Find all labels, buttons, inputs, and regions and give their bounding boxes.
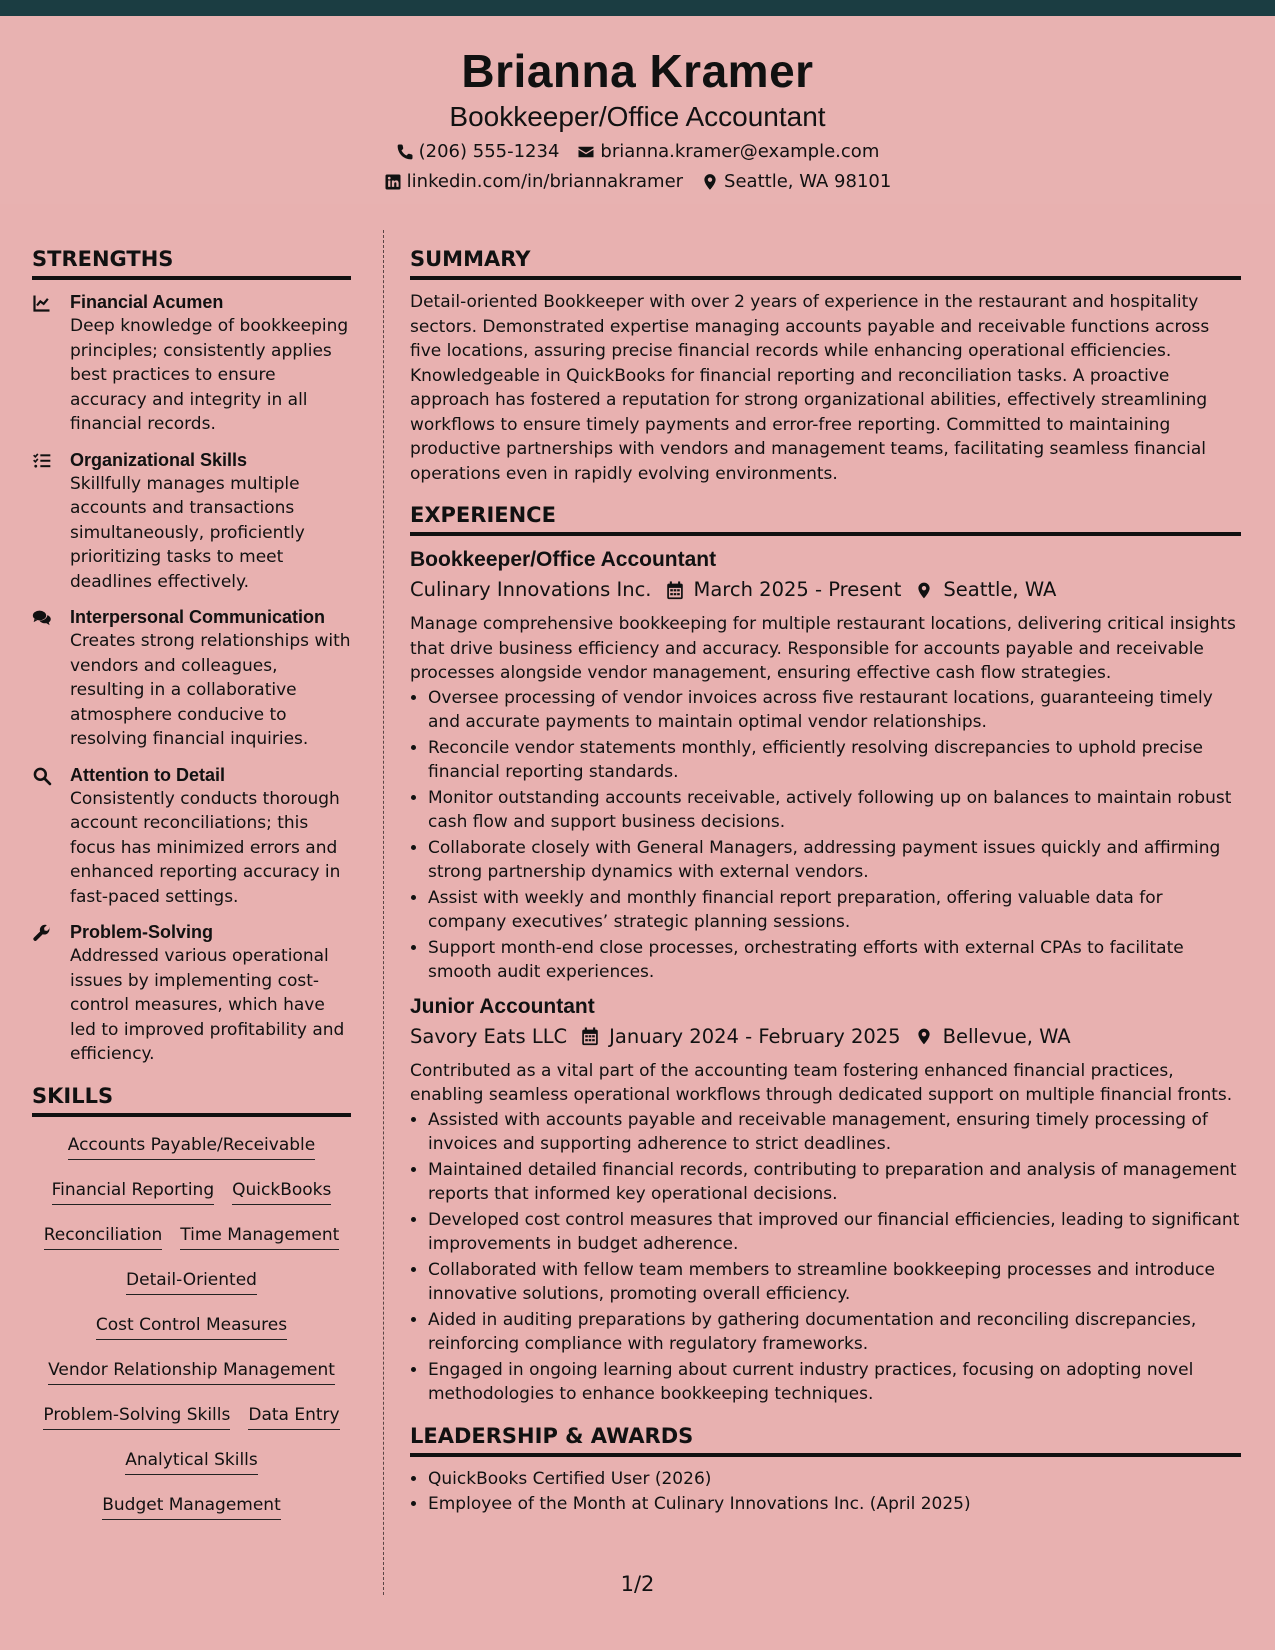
bullet-item: • Reconcile vendor statements monthly, efficiently resolving discrepancies to uphold precise financial reporting standards. xyxy=(428,736,1241,785)
strength-desc: Consistently conducts thorough account reconciliations; this focus has minimized errors and enhanced reporting accuracy in fast-paced settings. xyxy=(70,788,341,907)
job-company: Culinary Innovations Inc. xyxy=(410,578,652,601)
skills-list xyxy=(32,1127,351,1538)
bullet-item: • Collaborate closely with General Managers, addressing payment issues quickly and affirming strong partnership dynamics with external vendors. xyxy=(428,836,1241,885)
bullet-item: • Collaborated with fellow team members to streamline bookkeeping processes and introduce innovative solutions, promoting overall efficiency. xyxy=(428,1258,1241,1307)
page-number: 1/2 xyxy=(620,1572,655,1596)
contact-row-1 xyxy=(0,140,1275,164)
candidate-title: Bookkeeper/Office Accountant xyxy=(449,101,826,132)
job-dates: January 2024 - February 2025 xyxy=(609,1024,901,1048)
contact-row-2 xyxy=(0,170,1275,194)
award-item: • Employee of the Month at Culinary Innovations Inc. (April 2025) xyxy=(428,1492,1241,1517)
bullet-item: • Assist with weekly and monthly financial report preparation, offering valuable data for company executives’ strategic planning sessions. xyxy=(428,886,1241,935)
skills-row xyxy=(32,1358,351,1403)
strength-item xyxy=(32,448,351,595)
map-pin-icon xyxy=(701,173,719,191)
summary-text: Detail-oriented Bookkeeper with over 2 years of experience in the restaurant and hospitality sectors. Demonstrated expertise managing accounts payable and receivable functions across five locations, assuring precise financial records while enhancing operational efficiencies. Knowledgeable in QuickBooks for financial reporting and reconciliation tasks. A proactive approach has fostered a reputation for strong organizational abilities, effectively streamlining workflows to ensure timely payments and error-free reporting. Committed to maintaining productive partnerships with vendors and management teams, facilitating seamless financial operations even in rapidly evolving environments. xyxy=(410,292,1210,484)
strength-item xyxy=(32,920,351,1067)
phone-icon xyxy=(396,143,414,161)
job-description: Contributed as a vital part of the accounting team fostering enhanced financial practices, enabling seamless operational workflows through dedicated support on multiple financial fronts. xyxy=(410,1060,1233,1105)
wrench-icon xyxy=(32,923,52,943)
bullet-item: • Assisted with accounts payable and receivable management, ensuring timely processing of invoices and supporting adherence to strict deadlines. xyxy=(428,1108,1241,1157)
job-location: Seattle, WA xyxy=(943,578,1057,601)
skills-row xyxy=(32,1178,351,1223)
strength-name: Attention to Detail xyxy=(70,764,225,785)
strength-item xyxy=(32,605,351,752)
skill-tag: Cost Control Measures xyxy=(96,1313,287,1340)
list-check-icon xyxy=(32,451,52,471)
resume-header xyxy=(0,16,1275,204)
strength-name: Organizational Skills xyxy=(70,449,248,470)
job-title: Bookkeeper/Office Accountant xyxy=(410,548,717,571)
email-contact[interactable] xyxy=(577,140,879,164)
skills-row xyxy=(32,1313,351,1358)
strengths-heading: STRENGTHS xyxy=(32,244,351,280)
job-entry xyxy=(410,993,1241,1407)
skill-tag: Accounts Payable/Receivable xyxy=(68,1133,315,1160)
awards-list xyxy=(410,1467,1241,1517)
strength-name: Problem-Solving xyxy=(70,922,214,942)
strength-desc: Deep knowledge of bookkeeping principles; consistently applies best practices to ensure accuracy and integrity in all financial records. xyxy=(70,316,349,434)
bullet-item: • Oversee processing of vendor invoices across five restaurant locations, guaranteeing timely and accurate payments to maintain optimal vendor relationships. xyxy=(428,686,1241,735)
bullet-item: • Developed cost control measures that improved our financial efficiencies, leading to significant improvements in budget adherence. xyxy=(428,1208,1241,1257)
strength-desc: Addressed various operational issues by implementing cost-control measures, which have led to improved profitability and efficiency. xyxy=(70,946,345,1064)
location-text: Seattle, WA 98101 xyxy=(724,171,892,192)
strength-item xyxy=(32,763,351,910)
strength-name: Financial Acumen xyxy=(70,292,224,312)
bullet-item: • Monitor outstanding accounts receivable, actively following up on balances to maintain robust cash flow and support business decisions. xyxy=(428,786,1241,835)
skill-tag: Financial Reporting xyxy=(52,1178,215,1205)
bullet-item: • Support month-end close processes, orchestrating efforts with external CPAs to facilitate smooth audit experiences. xyxy=(428,936,1241,985)
skill-tag: Vendor Relationship Management xyxy=(48,1358,335,1385)
skill-tag: QuickBooks xyxy=(232,1178,331,1205)
search-icon xyxy=(32,766,52,786)
email-text[interactable]: brianna.kramer@example.com xyxy=(600,141,880,162)
chart-line-icon xyxy=(32,293,52,313)
award-item: • QuickBooks Certified User (2026) xyxy=(428,1467,1241,1492)
job-meta xyxy=(410,1021,1241,1053)
map-pin-icon xyxy=(915,581,933,600)
phone-text: (206) 555-1234 xyxy=(418,141,560,162)
strength-item xyxy=(32,290,351,437)
job-title: Junior Accountant xyxy=(410,994,595,1018)
bullet-item: • Maintained detailed financial records, contributing to preparation and analysis of management reports that informed key operational decisions. xyxy=(428,1158,1241,1207)
bullet-item: • Engaged in ongoing learning about current industry practices, focusing on adopting novel methodologies to enhance bookkeeping techniques. xyxy=(428,1358,1241,1407)
skills-row xyxy=(32,1448,351,1493)
job-company: Savory Eats LLC xyxy=(410,1024,568,1048)
envelope-icon xyxy=(577,143,595,161)
skills-row xyxy=(32,1493,351,1538)
job-location: Bellevue, WA xyxy=(942,1024,1071,1048)
bullet-item: • Aided in auditing preparations by gathering documentation and reconciling discrepancies, reinforcing compliance with regulatory frameworks. xyxy=(428,1308,1241,1357)
calendar-icon xyxy=(581,1027,599,1046)
skill-tag: Detail-Oriented xyxy=(126,1268,257,1295)
linkedin-contact[interactable] xyxy=(384,170,683,194)
strength-name: Interpersonal Communication xyxy=(70,607,326,627)
job-bullets xyxy=(410,686,1241,985)
job-bullets xyxy=(410,1108,1241,1407)
skill-tag: Reconciliation xyxy=(44,1223,163,1250)
experience-heading: EXPERIENCE xyxy=(410,500,1241,536)
job-dates: March 2025 - Present xyxy=(693,578,902,601)
job-description: Manage comprehensive bookkeeping for multiple restaurant locations, delivering critical insights that drive business efficiency and accuracy. Responsible for accounts payable and receivable processes alongside vendor management, ensuring effective cash flow strategies. xyxy=(410,614,1236,683)
job-meta xyxy=(410,574,1241,606)
linkedin-text[interactable]: linkedin.com/in/briannakramer xyxy=(406,171,684,192)
column-divider xyxy=(383,230,384,1595)
skills-heading: SKILLS xyxy=(32,1081,351,1117)
calendar-icon xyxy=(666,581,684,600)
right-column xyxy=(410,244,1241,1518)
linkedin-icon xyxy=(384,173,402,191)
skill-tag: Time Management xyxy=(180,1223,339,1250)
summary-heading: SUMMARY xyxy=(410,244,1241,280)
job-entry xyxy=(410,546,1241,985)
awards-heading: LEADERSHIP & AWARDS xyxy=(410,1421,1241,1457)
left-column xyxy=(32,244,351,1538)
strength-desc: Creates strong relationships with vendors and colleagues, resulting in a collaborative atmosphere conducive to resolving financial inquiries. xyxy=(70,631,351,749)
skill-tag: Budget Management xyxy=(102,1493,281,1520)
top-bar xyxy=(0,0,1275,16)
location-contact xyxy=(701,170,891,194)
skills-row xyxy=(32,1403,351,1448)
skills-row xyxy=(32,1133,351,1178)
skills-row xyxy=(32,1268,351,1313)
candidate-name: Brianna Kramer xyxy=(461,45,814,97)
skills-row xyxy=(32,1223,351,1268)
skill-tag: Data Entry xyxy=(248,1403,339,1430)
skill-tag: Problem-Solving Skills xyxy=(43,1403,230,1430)
phone-contact xyxy=(396,140,560,164)
comments-icon xyxy=(32,608,52,628)
skill-tag: Analytical Skills xyxy=(125,1448,258,1475)
map-pin-icon xyxy=(915,1027,933,1046)
strength-desc: Skillfully manages multiple accounts and transactions simultaneously, proficiently prioritizing tasks to meet deadlines effectively. xyxy=(70,473,305,592)
